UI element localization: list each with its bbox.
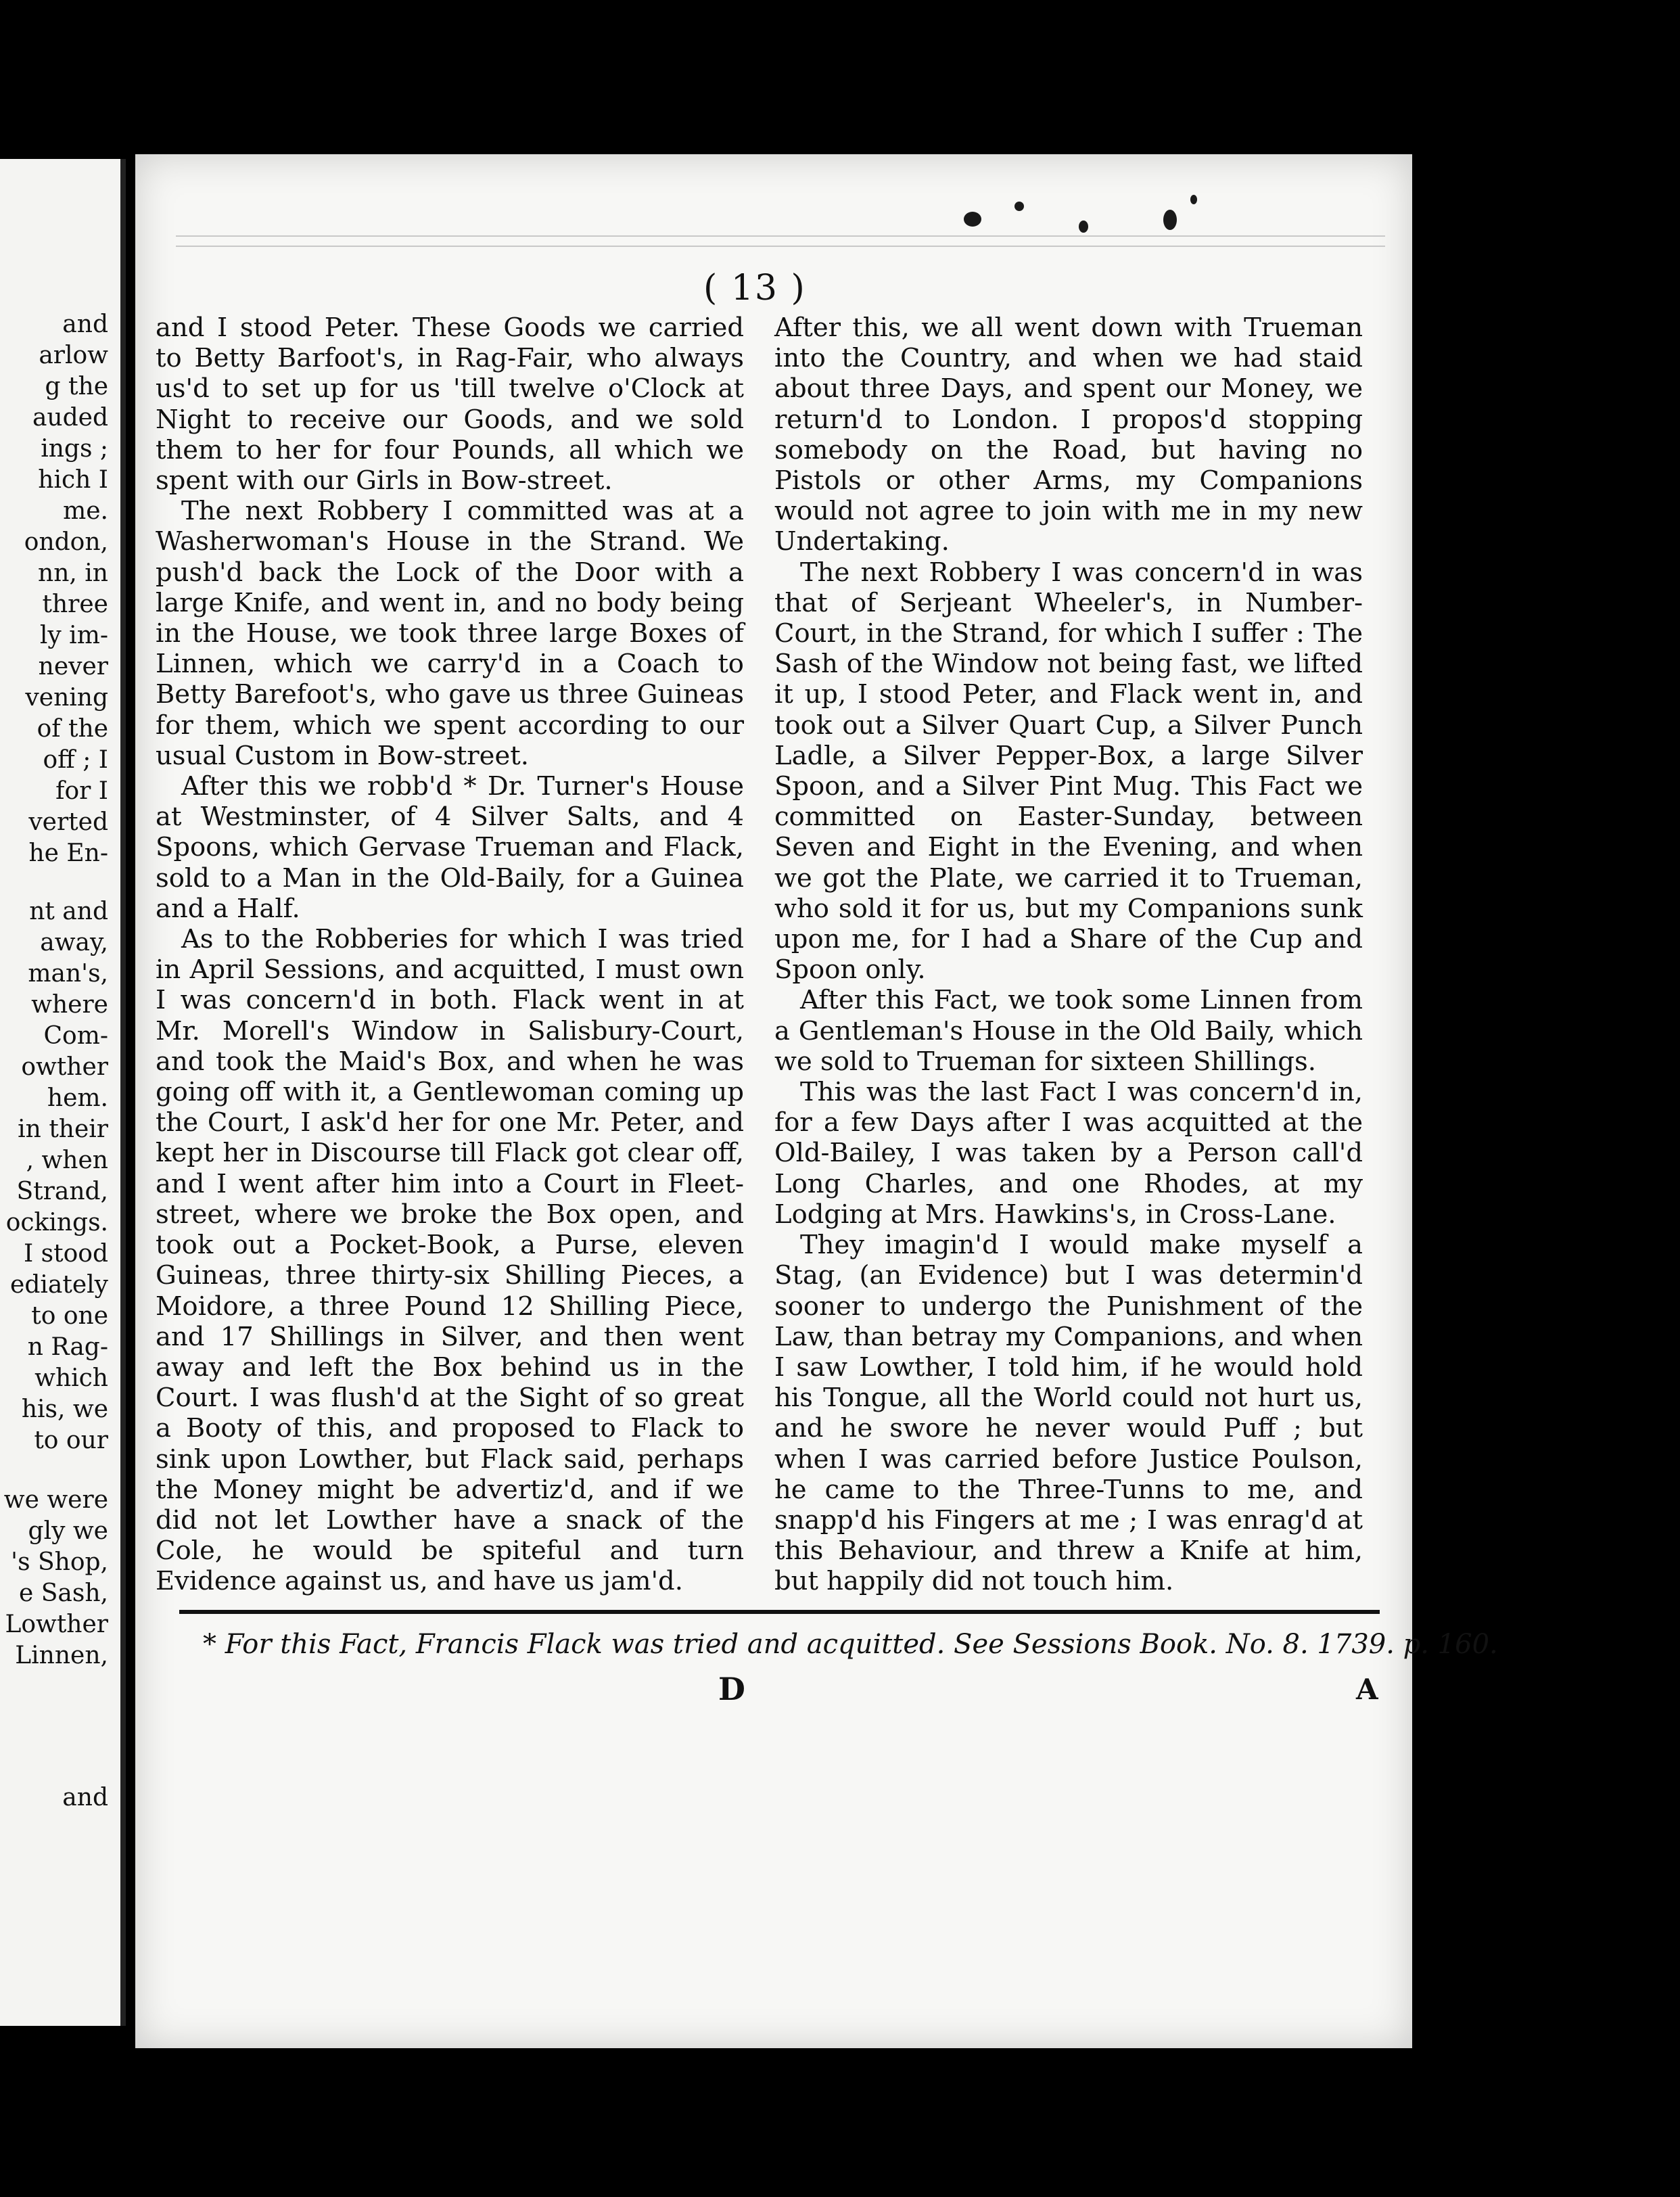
paragraph: The next Robbery I was concern'd in was that of Serjeant Wheeler's, in Number-Court, in the Strand, for which I suffer : The Sash of the Window not being fast, we lifted it up, I stood Peter, and Flack went in, and took out a Silver Quart Cup, a Silver Punch Ladle, a Silver Pepper-Box, a large Silver Spoon, and a Silver Pint Mug. This Fact we committed on Easter-Sunday, between Seven and Eight in the Evening, and when we got the Plate, we carried it to Trueman, who sold it for us, but my Companions sunk upon me, for I had a Share of the Cup and Spoon only. bbox=[774, 557, 1363, 986]
facing-page-fragment: nt and bbox=[29, 898, 108, 925]
facing-page-fragment: to one bbox=[31, 1302, 108, 1330]
facing-page-fragment: 's Shop, bbox=[11, 1548, 108, 1576]
page-number: ( 13 ) bbox=[703, 268, 806, 308]
facing-page-fragment: of the bbox=[37, 715, 108, 743]
facing-page-fragment: his, we bbox=[21, 1395, 108, 1423]
ink-speck bbox=[1014, 202, 1024, 211]
catchword-mark: A bbox=[1356, 1673, 1378, 1706]
facing-page-fragment: three bbox=[42, 591, 108, 618]
book-page bbox=[135, 154, 1498, 2048]
facing-page-fragment: auded bbox=[32, 404, 108, 432]
facing-page-fragment: Linnen, bbox=[15, 1642, 108, 1669]
facing-page-fragment: ondon, bbox=[24, 528, 108, 556]
facing-page-fragment: and bbox=[62, 310, 108, 338]
facing-page-fragment: n Rag- bbox=[27, 1333, 108, 1361]
facing-page-fragment: where bbox=[31, 991, 108, 1019]
paragraph: As to the Robberies for which I was tried in April Sessions, and acquitted, I must own I was concern'd in both. Flack went in at Mr. Morell's Window in Salisbury-Court, and took the Maid's Box, and when he was going off with it, a Gentlewoman coming up the Court, I ask'd her for one Mr. Peter, and kept her in Discourse till Flack got clear off, and I went after him into a Court in Fleet-street, where we broke the Box open, and took out a Pocket-Book, a Purse, eleven Guineas, three thirty-six Shilling Pieces, a Moidore, a three Pound 12 Shilling Piece, and 17 Shillings in Silver, and then went away and left the Box behind us in the Court. I was flush'd at the Sight of so great a Booty of this, and proposed to Flack to sink upon Lowther, but Flack said, perhaps the Money might be advertiz'd, and if we did not let Lowther have a snack of the Cole, he would be spiteful and turn Evidence against us, and have us jam'd. bbox=[156, 924, 744, 1597]
facing-page-fragment: we were bbox=[3, 1486, 108, 1514]
facing-page-fragment: Strand, bbox=[16, 1178, 108, 1205]
facing-page-edge bbox=[0, 159, 126, 2026]
ink-speck bbox=[1079, 221, 1088, 233]
facing-page-fragment: ediately bbox=[10, 1271, 108, 1299]
facing-page-fragment: never bbox=[38, 653, 108, 680]
facing-page-fragment: ockings. bbox=[5, 1209, 108, 1236]
facing-page-fragment: hich I bbox=[38, 466, 108, 494]
facing-page-fragment: for I bbox=[55, 777, 108, 805]
facing-page-fragment: ly im- bbox=[39, 622, 108, 649]
facing-page-fragment: Com- bbox=[43, 1022, 108, 1050]
left-column bbox=[156, 313, 744, 1597]
signature-mark: D bbox=[718, 1671, 745, 1707]
paragraph: After this we robb'd * Dr. Turner's House at Westminster, of 4 Silver Salts, and 4 Spoons, which Gervase Trueman and Flack, sold to a Man in the Old-Baily, for a Guinea and a Half. bbox=[156, 771, 744, 924]
facing-page-fragment: to our bbox=[34, 1427, 108, 1454]
paragraph: After this Fact, we took some Linnen from a Gentleman's House in the Old Baily, which we sold to Trueman for sixteen Shillings. bbox=[774, 985, 1363, 1077]
facing-page-fragment: in their bbox=[18, 1115, 108, 1143]
footnote: * For this Fact, Francis Flack was tried and acquitted. See Sessions Book. No. 8. 1739. p. 160. bbox=[203, 1629, 1498, 1660]
facing-page-fragment: off ; I bbox=[43, 746, 108, 774]
paragraph: They imagin'd I would make myself a Stag, (an Evidence) but I was determin'd sooner to undergo the Punishment of the Law, than betray my Companions, and when I saw Lowther, I told him, if he would hold his Tongue, all the World could not hurt us, and he swore he never would Puff ; but when I was carried before Justice Poulson, he came to the Three-Tunns to me, and snapp'd his Fingers at me ; I was enrag'd at this Behaviour, and threw a Knife at him, but happily did not touch him. bbox=[774, 1230, 1363, 1597]
right-column bbox=[774, 313, 1363, 1597]
facing-page-fragment: me. bbox=[63, 497, 108, 525]
footnote-rule bbox=[179, 1610, 1380, 1614]
facing-page-fragment: e Sash, bbox=[19, 1579, 108, 1607]
ink-speck bbox=[1163, 210, 1177, 230]
facing-page-fragment: hem. bbox=[47, 1084, 108, 1112]
facing-page-fragment: , when bbox=[26, 1147, 108, 1174]
facing-page-fragment: nn, in bbox=[38, 559, 108, 587]
facing-page-fragment: and bbox=[62, 1784, 108, 1811]
facing-page-fragment: g the bbox=[45, 373, 108, 400]
facing-page-fragment: verted bbox=[28, 808, 108, 836]
ink-speck bbox=[1190, 195, 1197, 204]
facing-page-fragment: Lowther bbox=[5, 1611, 108, 1638]
facing-page-fragment: which bbox=[34, 1364, 108, 1392]
page-border-line bbox=[176, 246, 1385, 247]
facing-page-fragment: away, bbox=[40, 929, 108, 956]
facing-page-fragment: ings ; bbox=[41, 435, 108, 463]
paragraph: After this, we all went down with Trueman into the Country, and when we had staid about three Days, and spent our Money, we return'd to London. I propos'd stopping somebody on the Road, but having no Pistols or other Arms, my Companions would not agree to join with me in my new Undertaking. bbox=[774, 313, 1363, 557]
facing-page-fragment: owther bbox=[21, 1053, 108, 1081]
ink-speck bbox=[964, 212, 981, 227]
paragraph: The next Robbery I committed was at a Washerwoman's House in the Strand. We push'd back the Lock of the Door with a large Knife, and went in, and no body being in the House, we took three large Boxes of Linnen, which we carry'd in a Coach to Betty Barefoot's, who gave us three Guineas for them, which we spent according to our usual Custom in Bow-street. bbox=[156, 496, 744, 771]
facing-page-fragment: arlow bbox=[39, 342, 108, 369]
facing-page-fragment: he En- bbox=[28, 839, 108, 867]
facing-page-fragment: gly we bbox=[28, 1517, 108, 1545]
page-border-line bbox=[176, 235, 1385, 237]
facing-page-fragment: vening bbox=[25, 684, 108, 712]
facing-page-fragment: man's, bbox=[28, 960, 108, 988]
paragraph: This was the last Fact I was concern'd in, for a few Days after I was acquitted at the Old-Bailey, I was taken by a Person call'd Long Charles, and one Rhodes, at my Lodging at Mrs. Hawkins's, in Cross-Lane. bbox=[774, 1077, 1363, 1230]
paragraph: and I stood Peter. These Goods we carried to Betty Barfoot's, in Rag-Fair, who always us'd to set up for us 'till twelve o'Clock at Night to receive our Goods, and we sold them to her for four Pounds, all which we spent with our Girls in Bow-street. bbox=[156, 313, 744, 496]
facing-page-fragment: I stood bbox=[24, 1240, 108, 1268]
